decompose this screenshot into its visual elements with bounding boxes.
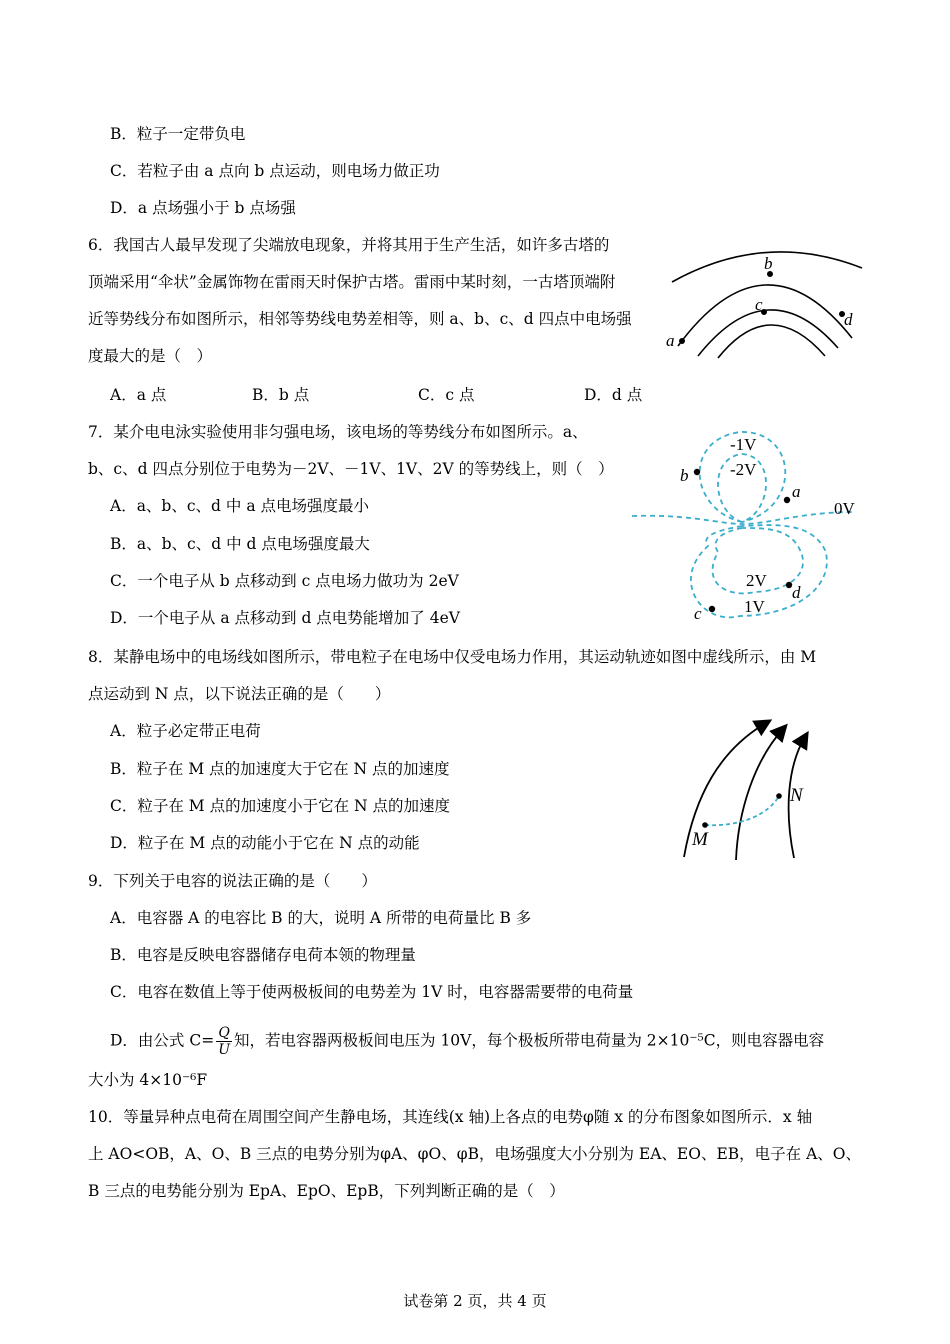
q7-option-b: B．a、b、c、d 中 d 点电场强度最大 xyxy=(110,535,370,553)
q6-stem-line4: 度最大的是（ ） xyxy=(88,347,213,365)
q6-label-a: a xyxy=(666,331,675,350)
q8-field-line-figure xyxy=(670,715,840,865)
q6-stem-line3: 近等势线分布如图所示，相邻等势线电势差相等，则 a、b、c、d 四点中电场强 xyxy=(88,310,632,328)
q10-stem-line2: 上 AO<OB，A、O、B 三点的电势分别为φA、φO、φB，电场强度大小分别为 EA、EO、EB，电子在 A、O、 xyxy=(88,1145,861,1163)
q7-stem-line1: 7．某介电电泳实验使用非匀强电场，该电场的等势线分布如图所示。a、 xyxy=(88,423,588,441)
q6-option-d: D．d 点 xyxy=(584,386,643,404)
q8-option-a: A．粒子必定带正电荷 xyxy=(110,722,261,740)
q9-option-c: C．电容在数值上等于使两极板间的电势差为 1V 时，电容器需要带的电荷量 xyxy=(110,983,634,1001)
q6-equipotential-figure xyxy=(660,238,875,363)
q8-stem-line2: 点运动到 N 点，以下说法正确的是（ ） xyxy=(88,685,391,703)
q7-equipotential-figure xyxy=(630,420,870,630)
q7-option-a: A．a、b、c、d 中 a 点电场强度最小 xyxy=(110,497,369,515)
q7-label-minus2v: -2V xyxy=(730,460,757,479)
q6-option-c: C．c 点 xyxy=(418,386,475,404)
q9-option-d-suffix: 知，若电容器两极板间电压为 10V，每个极板所带电荷量为 2×10⁻⁵C，则电容器电容 xyxy=(234,1031,825,1050)
q8-option-c: C．粒子在 M 点的加速度小于它在 N 点的加速度 xyxy=(110,797,451,815)
q7-label-minus1v: -1V xyxy=(730,435,757,454)
q9-formula-fraction xyxy=(216,1025,232,1058)
q9-formula-denominator: U xyxy=(218,1042,231,1058)
q8-label-n: N xyxy=(790,785,803,806)
q7-label-2v: 2V xyxy=(746,571,767,590)
q9-option-a: A．电容器 A 的电容比 B 的大，说明 A 所带的电荷量比 B 多 xyxy=(110,909,532,927)
q7-label-a: a xyxy=(792,482,801,501)
q8-stem-line1: 8．某静电场中的电场线如图所示，带电粒子在电场中仅受电场力作用，其运动轨迹如图中虚线所示，由 M xyxy=(88,648,817,666)
q9-option-d xyxy=(110,1025,824,1058)
q9-formula-numerator: Q xyxy=(216,1025,232,1042)
q7-label-c: c xyxy=(694,604,702,623)
q10-stem-line1: 10．等量异种点电荷在周围空间产生静电场，其连线(x 轴)上各点的电势φ随 x 的分布图象如图所示．x 轴 xyxy=(88,1108,813,1126)
q6-label-c: c xyxy=(755,295,763,314)
q6-option-a: A．a 点 xyxy=(110,386,167,404)
q8-option-d: D．粒子在 M 点的动能小于它在 N 点的动能 xyxy=(110,834,420,852)
q6-label-b: b xyxy=(764,254,773,273)
page-footer: 试卷第 2 页，共 4 页 xyxy=(403,1292,547,1310)
q7-option-d: D．一个电子从 a 点移动到 d 点电势能增加了 4eV xyxy=(110,609,460,627)
q7-stem-line2: b、c、d 四点分别位于电势为－2V、－1V、1V、2V 的等势线上，则（ ） xyxy=(88,460,614,478)
q7-label-1v: 1V xyxy=(744,597,765,616)
q5-option-d: D．a 点场强小于 b 点场强 xyxy=(110,199,296,217)
q7-label-0v: 0V xyxy=(834,499,855,518)
q6-option-b: B．b 点 xyxy=(252,386,310,404)
q5-option-b: B．粒子一定带负电 xyxy=(110,125,246,143)
q9-option-d-prefix: D．由公式 C= xyxy=(110,1031,215,1050)
q7-label-b: b xyxy=(680,466,689,485)
q8-label-m: M xyxy=(692,829,708,850)
q8-option-b: B．粒子在 M 点的加速度大于它在 N 点的加速度 xyxy=(110,760,450,778)
q6-label-d: d xyxy=(844,310,853,329)
q7-label-d: d xyxy=(792,583,801,602)
q6-stem-line2: 顶端采用“伞状”金属饰物在雷雨天时保护古塔。雷雨中某时刻，一古塔顶端附 xyxy=(88,273,616,291)
q7-option-c: C．一个电子从 b 点移动到 c 点电场力做功为 2eV xyxy=(110,572,459,590)
q6-stem-line1: 6．我国古人最早发现了尖端放电现象，并将其用于生产生活，如许多古塔的 xyxy=(88,236,610,254)
q10-stem-line3: B 三点的电势能分别为 EpA、EpO、EpB，下列判断正确的是（ ） xyxy=(88,1182,565,1200)
q9-stem: 9．下列关于电容的说法正确的是（ ） xyxy=(88,872,377,890)
q5-option-c: C．若粒子由 a 点向 b 点运动，则电场力做正功 xyxy=(110,162,440,180)
q9-option-b: B．电容是反映电容器储存电荷本领的物理量 xyxy=(110,946,416,964)
q9-option-d-line2: 大小为 4×10⁻⁶F xyxy=(88,1071,208,1089)
